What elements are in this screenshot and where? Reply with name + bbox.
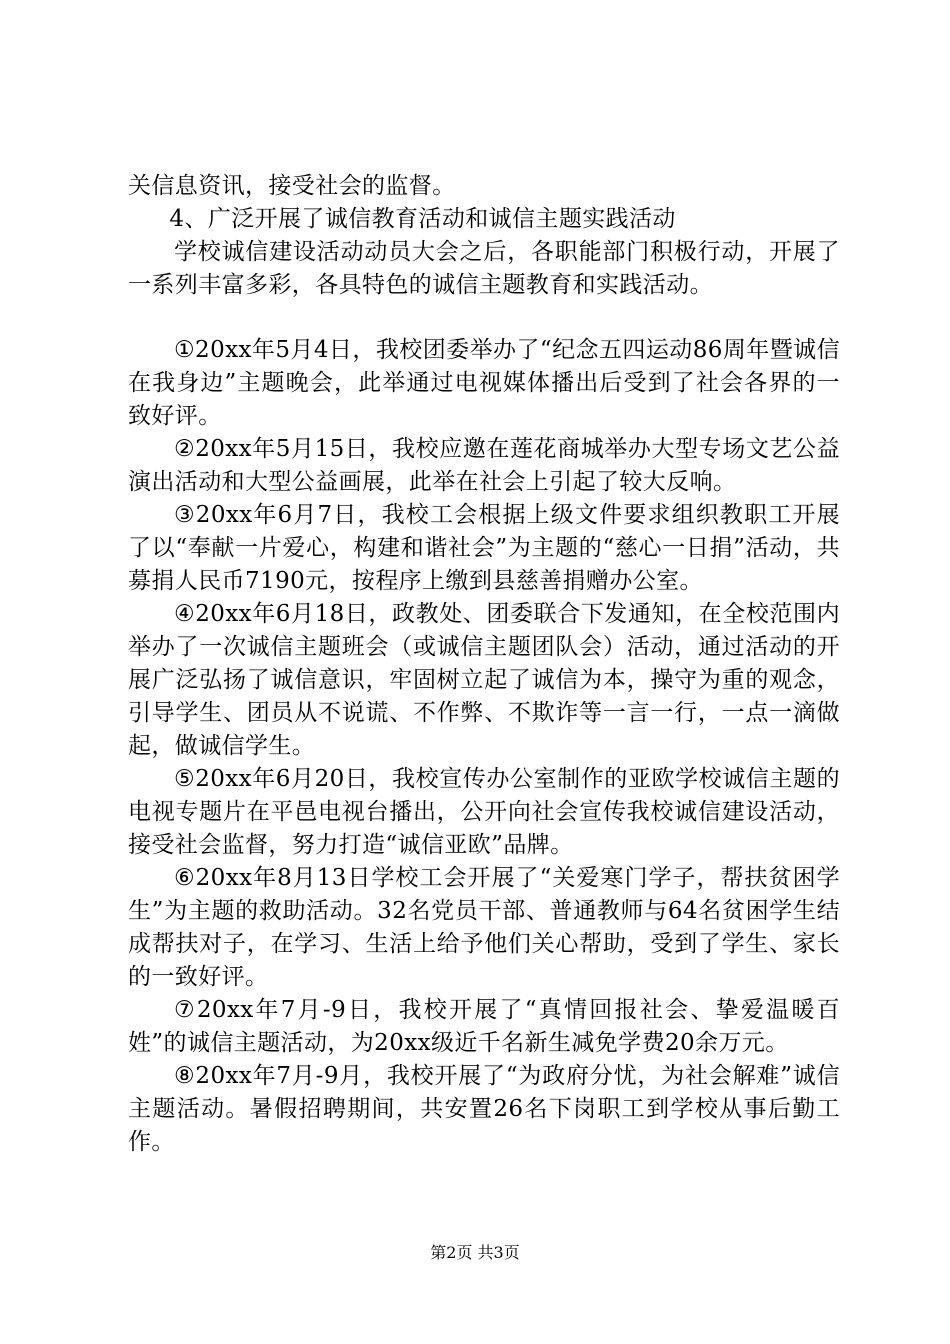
document-body xyxy=(128,170,840,1159)
paragraph-item-4: ④20xx年6月18日，政教处、团委联合下发通知，在全校范围内举办了一次诚信主题班会（或诚信主题团队会）活动，通过活动的开展广泛弘扬了诚信意识，牢固树立起了诚信为本，操守为重的观念，引导学生、团员从不说谎、不作弊、不欺诈等一言一行，一点一滴做起，做诚信学生。 xyxy=(128,601,840,759)
paragraph-item-8: ⑧20xx年7月-9月，我校开展了“为政府分忧，为社会解难”诚信主题活动。暑假招聘期间，共安置26名下岗职工到学校从事后勤工作。 xyxy=(128,1063,840,1155)
section-heading: 4、广泛开展了诚信教育活动和诚信主题实践活动 xyxy=(169,206,676,232)
paragraph-item-3: ③20xx年6月7日，我校工会根据上级文件要求组织教职工开展了以“奉献一片爱心，构建和谐社会”为主题的“慈心一日捐”活动，共募捐人民币7190元，按程序上缴到县慈善捐赠办公室。 xyxy=(128,502,840,594)
paragraph-item-2: ②20xx年5月15日，我校应邀在莲花商城举办大型专场文艺公益演出活动和大型公益画展，此举在社会上引起了较大反响。 xyxy=(128,436,840,495)
paragraph-item-5: ⑤20xx年6月20日，我校宣传办公室制作的亚欧学校诚信主题的电视专题片在平邑电视台播出，公开向社会宣传我校诚信建设活动，接受社会监督，努力打造“诚信亚欧”品牌。 xyxy=(128,766,840,858)
paragraph-intro: 学校诚信建设活动动员大会之后，各职能部门积极行动，开展了一系列丰富多彩，各具特色的诚信主题教育和实践活动。 xyxy=(128,239,840,298)
page-footer xyxy=(0,1243,950,1263)
paragraph-item-6: ⑥20xx年8月13日学校工会开展了“关爱寒门学子，帮扶贫困学生”为主题的救助活动。32名党员干部、普通教师与64名贫困学生结成帮扶对子，在学习、生活上给予他们关心帮助，受到了学生、家长的一致好评。 xyxy=(128,865,840,990)
page-number: 第2页 共3页 xyxy=(430,1243,520,1262)
paragraph-item-7: ⑦20xx年7月-9日，我校开展了“真情回报社会、挚爱温暖百姓”的诚信主题活动，为20xx级近千名新生减免学费20余万元。 xyxy=(128,997,840,1056)
paragraph-continuation: 关信息资讯，接受社会的监督。 xyxy=(128,173,456,199)
paragraph-item-1: ①20xx年5月4日，我校团委举办了“纪念五四运动86周年暨诚信在我身边”主题晚会，此举通过电视媒体播出后受到了社会各界的一致好评。 xyxy=(128,337,840,429)
